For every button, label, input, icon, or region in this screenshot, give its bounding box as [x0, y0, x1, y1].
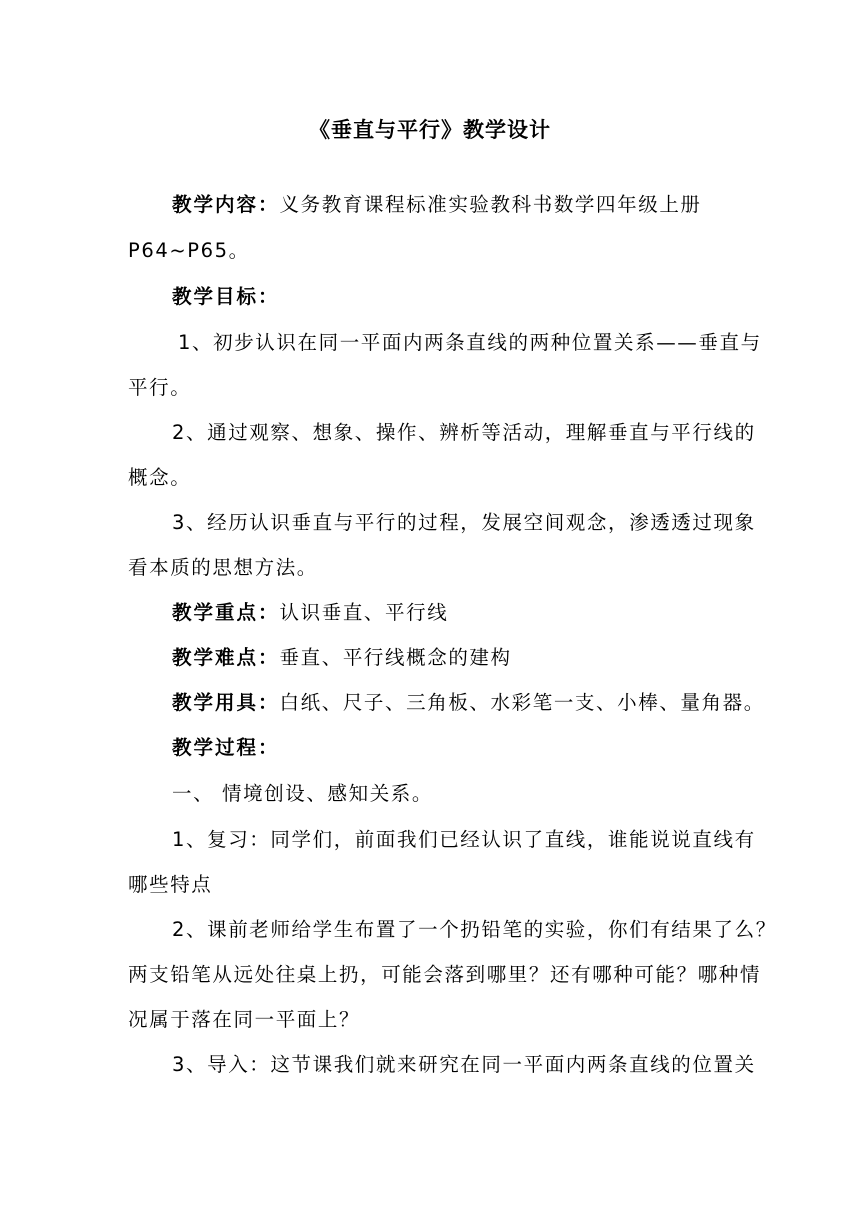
- teaching-content-line: [172, 191, 702, 219]
- section-1-heading: 一、 情境创设、感知关系。: [172, 782, 433, 805]
- step-2-line3: 况属于落在同一平面上？: [128, 1008, 361, 1031]
- teaching-content-text: 义务教育课程标准实验教科书数学四年级上册: [279, 193, 702, 216]
- step-3-line1: 3、导入：这节课我们就来研究在同一平面内两条直线的位置关: [172, 1053, 756, 1076]
- objective-1-line1: 1、初步认识在同一平面内两条直线的两种位置关系——垂直与: [178, 331, 762, 354]
- key-point-line: [172, 599, 448, 627]
- step-2-line2: 两支铅笔从远处往桌上扔，可能会落到哪里？还有哪种可能？哪种情: [128, 963, 762, 986]
- objective-3-line2: 看本质的思想方法。: [128, 556, 318, 579]
- difficulty-text: 垂直、平行线概念的建构: [279, 646, 512, 669]
- difficulty-line: [172, 644, 512, 672]
- step-2-line1: 2、课前老师给学生布置了一个扔铅笔的实验，你们有结果了么？: [172, 918, 777, 941]
- document-title: 《垂直与平行》教学设计: [309, 118, 551, 142]
- key-point-text: 认识垂直、平行线: [279, 601, 449, 624]
- objective-1-line2: 平行。: [128, 376, 192, 399]
- step-1-line2: 哪些特点: [128, 873, 213, 896]
- teaching-content-cont: P64~P65。: [128, 239, 250, 262]
- step-1-line1: 1、复习：同学们，前面我们已经认识了直线，谁能说说直线有: [172, 828, 756, 851]
- key-point-label: 教学重点：: [172, 601, 280, 624]
- process-label: 教学过程：: [172, 736, 280, 759]
- objective-3-line1: 3、经历认识垂直与平行的过程，发展空间观念，渗透透过现象: [172, 511, 756, 534]
- tools-text: 白纸、尺子、三角板、水彩笔一支、小棒、量角器。: [279, 691, 765, 714]
- objective-2-line1: 2、通过观察、想象、操作、辨析等活动，理解垂直与平行线的: [172, 421, 756, 444]
- difficulty-label: 教学难点：: [172, 646, 280, 669]
- objective-2-line2: 概念。: [128, 466, 192, 489]
- teaching-content-label: 教学内容：: [172, 193, 280, 216]
- tools-label: 教学用具：: [172, 691, 280, 714]
- tools-line: [172, 689, 765, 717]
- objectives-label: 教学目标：: [172, 285, 280, 308]
